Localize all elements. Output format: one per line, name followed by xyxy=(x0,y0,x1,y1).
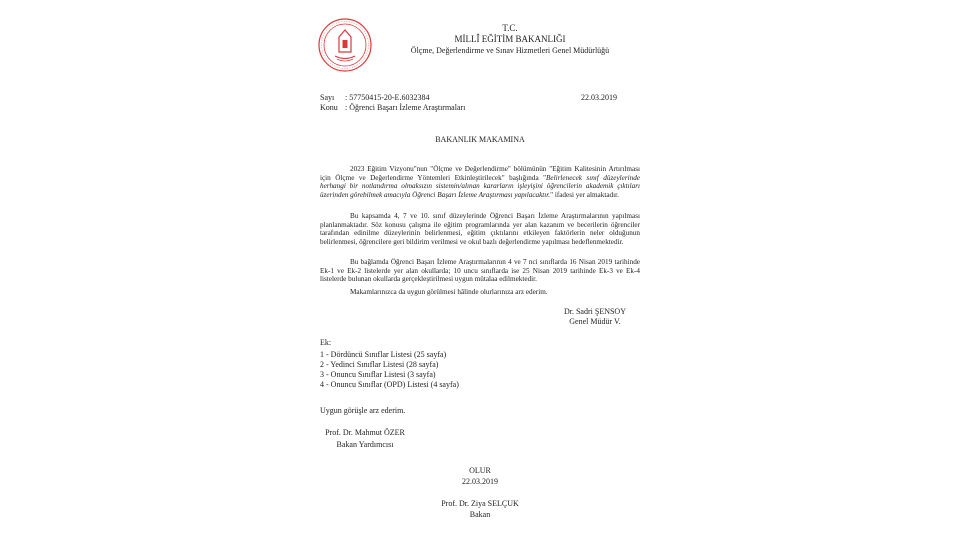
sayi-label: Sayı xyxy=(320,93,335,102)
p1-text-a: 2023 Eğitim Vizyonu"nun "Ölçme ve Değerlendirme" bölümünün "Eğitim Kalitesinin Artırılması için Ölçme ve Değerlendirme Yöntemleri Etkinleştirilecek" başlığında " xyxy=(320,165,640,182)
attachment-item: 4 - Onuncu Sınıflar (OPD) Listesi (4 sayfa) xyxy=(320,380,459,389)
p4-text: Makamlarınızca da uygun görülmesi hâlinde olurlarınıza arz ederim. xyxy=(350,288,548,296)
signer3-title: Bakan xyxy=(469,510,491,519)
p3-text: Bu bağlamda Öğrenci Başarı İzleme Araştırmalarının 4 ve 7 nci sınıflarda 16 Nisan 2019 tarihinde Ek-1 ve Ek-2 listelerde yer alan okullarda; 10 uncu sınıflarda ise 25 Nisan 2019 tarihinde Ek-3 ve Ek-4 listelerde bulunan okullarda gerçekleştirilmesi uygun mütalaa edilmektedir. xyxy=(320,258,640,284)
konu-label: Konu xyxy=(320,103,338,112)
signer1-name: Dr. Sadri ŞENSOY xyxy=(563,307,626,316)
header-ministry: MİLLÎ EĞİTİM BAKANLIĞI xyxy=(454,34,566,44)
signer2-name: Prof. Dr. Mahmut ÖZER xyxy=(325,428,405,437)
signer3-name: Prof. Dr. Ziya SELÇUK xyxy=(441,499,519,508)
signer2-title: Bakan Yardımcısı xyxy=(336,440,394,449)
addressee: BAKANLIK MAKAMINA xyxy=(435,135,525,144)
signer1-title: Genel Müdür V. xyxy=(569,317,621,326)
body-paragraph-2 xyxy=(320,212,640,247)
attachment-item: 2 - Yedinci Sınıflar Listesi (28 sayfa) xyxy=(320,360,439,369)
ministry-seal-icon xyxy=(318,18,372,72)
header-directorate: Ölçme, Değerlendirme ve Sınav Hizmetleri Genel Müdürlüğü xyxy=(410,46,610,55)
attachment-item: 1 - Dördüncü Sınıflar Listesi (25 sayfa) xyxy=(320,350,447,359)
sayi-value: : 57750415-20-E.6032384 xyxy=(345,93,430,102)
olur-date: 22.03.2019 xyxy=(462,477,498,486)
document-date: 22.03.2019 xyxy=(581,93,617,102)
p1-text-b: " ifadesi yer almaktadır. xyxy=(550,191,619,200)
body-paragraph-3 xyxy=(320,258,640,284)
p1-text-italic: Belirlenecek sınıf düzeylerinde herhangi bir notlandırma olmaksızın sistemin/alınan kararların işleyişini öğrencilerin akademik çıktıları üzerinden görebilmek amacıyla Öğrenci Başarı İzleme Araştırması yapılacaktır. xyxy=(320,173,640,200)
attachment-item: 3 - Onuncu Sınıflar Listesi (3 sayfa) xyxy=(320,370,436,379)
attachments-label: Ek: xyxy=(320,338,332,347)
approval-text: Uygun görüşle arz ederim. xyxy=(320,406,406,415)
body-paragraph-1 xyxy=(320,165,640,200)
konu-value: : Öğrenci Başarı İzleme Araştırmaları xyxy=(345,103,466,112)
body-paragraph-4 xyxy=(320,288,640,297)
header-tc: T.C. xyxy=(502,23,518,33)
olur-label: OLUR xyxy=(469,466,491,475)
p2-text: Bu kapsamda 4, 7 ve 10. sınıf düzeylerinde Öğrenci Başarı İzleme Araştırmalarının yapılması planlanmaktadır. Söz konusu çalışma ile eğitim programlarında yer alan kazanım ve becerilerin öğrenciler tarafından edinilme düzeylerinin belirlenmesi, eğitim çıktılarını etkileyen faktörlerin neler olduğunun belirlenmesi, öğrencilere geri bildirim verilmesi ve okul bazlı değerlendirme yapılması hedeflenmektedir. xyxy=(320,212,640,247)
